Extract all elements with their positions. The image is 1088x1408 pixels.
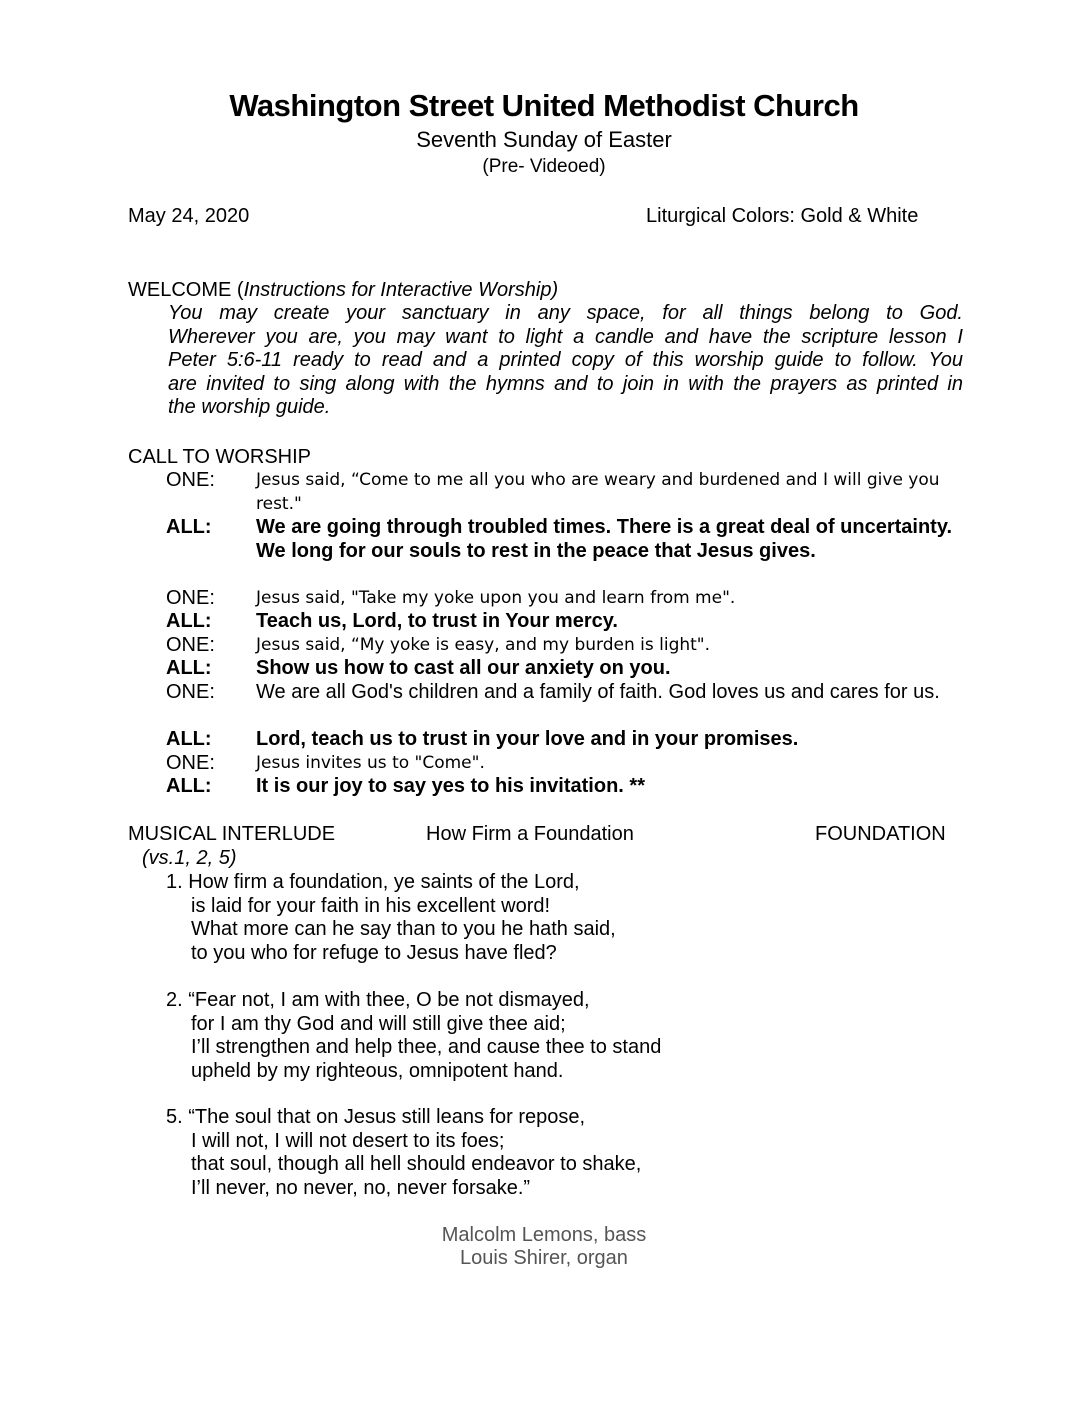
response-text: We are going through troubled times. There is a great deal of uncertainty. We long for our souls to rest in the peace that Jesus gives.	[256, 516, 953, 562]
response-speaker: ALL:	[166, 610, 212, 632]
response-text: Jesus said, “My yoke is easy, and my burden is light".	[256, 635, 711, 655]
welcome-line: the worship guide.	[168, 396, 331, 418]
welcome-heading-label: WELCOME (	[128, 279, 244, 301]
litany-response	[166, 469, 966, 516]
performer-credit: Malcolm Lemons, bass	[441, 1224, 647, 1246]
musical-interlude-heading: MUSICAL INTERLUDE	[128, 823, 336, 845]
response-text: Teach us, Lord, to trust in Your mercy.	[256, 610, 618, 632]
call-to-worship-heading: CALL TO WORSHIP	[128, 446, 312, 468]
verse-line: for I am thy God and will still give thee aid;	[191, 1012, 566, 1035]
verse-line: What more can he say than to you he hath said,	[191, 918, 616, 940]
response-speaker: ONE:	[166, 469, 215, 491]
service-subtitle: Seventh Sunday of Easter	[416, 127, 672, 152]
response-text: We are all God's children and a family of faith. God loves us and cares for us.	[256, 681, 940, 703]
hymn-verse	[166, 1106, 641, 1200]
litany-response	[166, 516, 966, 587]
response-text: Jesus said, "Take my yoke upon you and learn from me".	[256, 588, 736, 608]
liturgical-colors: Liturgical Colors: Gold & White	[646, 205, 919, 227]
verse-line: I’ll never, no never, no, never forsake.”	[191, 1176, 531, 1199]
verse-line: 5. “The soul that on Jesus still leans for repose,	[166, 1106, 586, 1128]
welcome-line: Peter 5:6-11 ready to read and a printed copy of this worship guide to follow. You	[168, 349, 963, 371]
response-speaker: ONE:	[166, 752, 215, 774]
verses-note: (vs.1, 2, 5)	[142, 847, 237, 869]
verse-line: I’ll strengthen and help thee, and cause thee to stand	[191, 1036, 662, 1058]
performer-credit: Louis Shirer, organ	[460, 1247, 628, 1269]
hymn-tune: FOUNDATION	[815, 823, 946, 845]
verse-line: is laid for your faith in his excellent word!	[191, 894, 551, 917]
response-text: Show us how to cast all our anxiety on you.	[256, 657, 671, 679]
response-speaker: ALL:	[166, 728, 212, 750]
welcome-line: You may create your sanctuary in any space, for all things belong to God.	[168, 302, 963, 324]
response-speaker: ONE:	[166, 634, 215, 656]
welcome-heading	[128, 279, 558, 302]
response-speaker: ONE:	[166, 587, 215, 609]
hymn-verse	[166, 989, 661, 1083]
verse-line: 1. How firm a foundation, ye saints of the Lord,	[166, 871, 580, 893]
hymn-verse	[166, 871, 616, 965]
welcome-instructions	[168, 302, 963, 420]
response-text: It is our joy to say yes to his invitation. **	[256, 775, 645, 797]
response-speaker: ALL:	[166, 775, 212, 797]
verse-line: 2. “Fear not, I am with thee, O be not dismayed,	[166, 989, 590, 1011]
response-text: Lord, teach us to trust in your love and in your promises.	[256, 728, 799, 750]
welcome-line: Wherever you are, you may want to light a candle and have the scripture lesson I	[168, 325, 963, 348]
response-text: Jesus said, “Come to me all you who are weary and burdened and I will give you rest."	[256, 470, 940, 514]
verse-line: I will not, I will not desert to its foes;	[191, 1129, 505, 1152]
welcome-line: are invited to sing along with the hymns and to join in with the prayers as printed in	[168, 372, 963, 395]
response-speaker: ALL:	[166, 516, 212, 538]
response-speaker: ONE:	[166, 681, 215, 703]
church-name: Washington Street United Methodist Church	[229, 88, 859, 123]
response-text: Jesus invites us to "Come".	[256, 753, 485, 773]
verse-line: to you who for refuge to Jesus have fled?	[191, 941, 557, 964]
verse-line: that soul, though all hell should endeavor to shake,	[191, 1153, 642, 1175]
verse-line: upheld by my righteous, omnipotent hand.	[191, 1059, 564, 1082]
service-date: May 24, 2020	[128, 205, 250, 227]
service-note: (Pre- Videoed)	[482, 156, 606, 177]
welcome-heading-instructions: Instructions for Interactive Worship)	[243, 279, 559, 301]
hymn-title: How Firm a Foundation	[426, 823, 634, 845]
response-speaker: ALL:	[166, 657, 212, 679]
